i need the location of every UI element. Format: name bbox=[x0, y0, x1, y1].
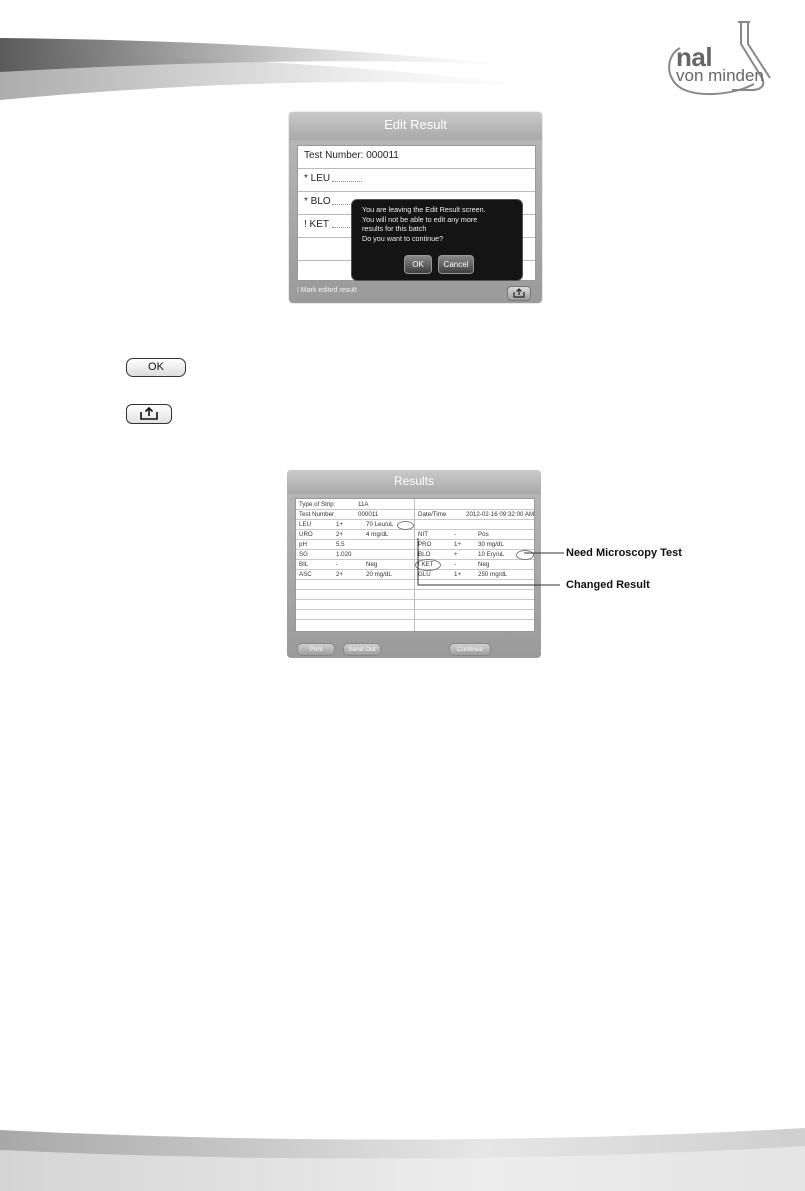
param-value: 250 mg/dL bbox=[478, 571, 508, 578]
param-value: 10 Ery/uL bbox=[478, 551, 505, 558]
param-name: Test Number bbox=[299, 511, 335, 518]
back-icon bbox=[127, 405, 171, 423]
microscopy-annotation: Need Microscopy Test bbox=[566, 547, 682, 559]
changed-result-highlight bbox=[415, 559, 441, 571]
param-value: 20 mg/dL bbox=[366, 571, 392, 578]
dialog-ok-button[interactable]: OK bbox=[404, 255, 432, 274]
param-name: LEU bbox=[299, 521, 312, 528]
param-name: URO bbox=[299, 531, 313, 538]
param-grade: 2+ bbox=[336, 571, 344, 578]
back-button[interactable] bbox=[507, 286, 531, 301]
dialog-line: Do you want to continue? bbox=[362, 233, 444, 243]
param-grade: 1+ bbox=[454, 541, 462, 548]
footer-swoosh bbox=[0, 1090, 805, 1191]
edit-result-screen bbox=[289, 112, 542, 303]
dialog-line: You are leaving the Edit Result screen. bbox=[362, 205, 486, 214]
param-name: pH bbox=[299, 541, 307, 548]
edited-mark-note: ! Mark edited result bbox=[297, 287, 357, 294]
leu-label: * LEU bbox=[304, 173, 331, 184]
microscope-icon bbox=[516, 550, 534, 560]
dialog-line: You will not be able to edit any more bbox=[362, 214, 478, 224]
param-grade: 1+ bbox=[454, 571, 462, 578]
results-table bbox=[295, 498, 535, 632]
print-button[interactable]: Print bbox=[297, 643, 335, 656]
changed-result-annotation: Changed Result bbox=[566, 579, 650, 591]
row-line bbox=[296, 509, 534, 510]
test-number-row bbox=[298, 146, 535, 169]
param-name: Type of Strip bbox=[299, 501, 334, 508]
microscope-icon bbox=[397, 521, 414, 530]
test-number-label: Test Number: 000011 bbox=[304, 150, 399, 161]
screen-title: Results bbox=[393, 474, 434, 488]
leu-row[interactable] bbox=[298, 169, 535, 192]
edit-result-panel bbox=[297, 145, 536, 281]
dialog-cancel-button[interactable]: Cancel bbox=[438, 255, 474, 274]
row-line bbox=[296, 599, 534, 600]
status-bar bbox=[289, 284, 542, 303]
param-name: Date/Time bbox=[418, 511, 447, 518]
row-line bbox=[296, 589, 534, 590]
logo-subtitle: von minden bbox=[676, 66, 764, 85]
param-grade: - bbox=[336, 561, 339, 568]
param-name: ASC bbox=[299, 571, 312, 578]
param-grade: - bbox=[454, 561, 457, 568]
results-screen bbox=[287, 470, 541, 658]
param-grade: + bbox=[454, 551, 458, 558]
param-value: 30 mg/dL bbox=[478, 541, 504, 548]
param-name: NIT bbox=[418, 531, 428, 538]
back-icon bbox=[508, 287, 530, 300]
param-name: PRO bbox=[418, 541, 432, 548]
ket-label: ! KET bbox=[304, 219, 330, 230]
param-grade: 1+ bbox=[336, 521, 344, 528]
screen-title: Edit Result bbox=[384, 117, 447, 132]
param-name: BIL bbox=[299, 561, 309, 568]
param-name-edited: ! KET bbox=[418, 561, 434, 568]
row-line bbox=[296, 549, 534, 550]
param-value: 1.020 bbox=[336, 551, 352, 558]
leave-confirm-dialog bbox=[351, 199, 523, 281]
param-value: Neg bbox=[478, 561, 490, 568]
param-grade: - bbox=[454, 531, 457, 538]
row-line bbox=[296, 559, 534, 560]
logo-wordmark: nal bbox=[676, 42, 713, 72]
param-name: SG bbox=[299, 551, 308, 558]
row-line bbox=[296, 529, 534, 530]
param-name: BLO bbox=[418, 551, 431, 558]
param-grade: 2+ bbox=[336, 531, 344, 538]
param-name: GLU bbox=[418, 571, 431, 578]
row-line bbox=[296, 539, 534, 540]
param-value: 70 Leu/uL bbox=[366, 521, 394, 528]
row-line bbox=[296, 579, 534, 580]
send-out-button[interactable]: Send Out bbox=[343, 643, 381, 656]
continue-button[interactable]: Continue bbox=[449, 643, 491, 656]
param-value: 5.5 bbox=[336, 541, 345, 548]
row-line bbox=[296, 609, 534, 610]
row-line bbox=[296, 519, 534, 520]
row-line bbox=[296, 619, 534, 620]
param-value: Neg bbox=[366, 561, 378, 568]
dialog-message bbox=[362, 205, 486, 243]
row-line bbox=[296, 569, 534, 570]
dialog-line: results for this batch bbox=[362, 224, 427, 233]
blo-label: * BLO bbox=[304, 196, 331, 207]
param-value: 11A bbox=[358, 501, 369, 508]
title-bar bbox=[289, 112, 542, 140]
param-value: 000011 bbox=[358, 511, 379, 518]
row-divider bbox=[332, 181, 362, 182]
back-button-illustration bbox=[126, 404, 172, 424]
param-value: 2012-02-16 09:32:00 AM bbox=[466, 511, 535, 518]
param-value: 4 mg/dL bbox=[366, 531, 389, 538]
param-value: Pos bbox=[478, 531, 489, 538]
title-bar bbox=[287, 470, 541, 494]
ok-button-illustration: OK bbox=[126, 358, 186, 377]
